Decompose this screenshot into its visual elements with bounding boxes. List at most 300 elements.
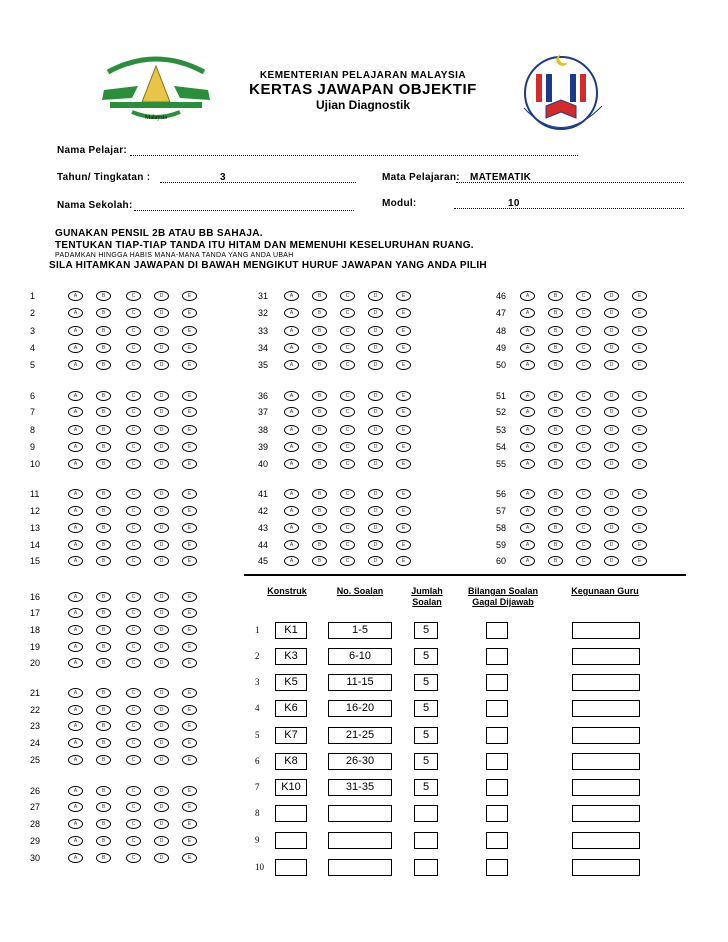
answer-bubble-b[interactable]: B (96, 658, 111, 668)
answer-bubble-b[interactable]: B (96, 523, 111, 533)
kegunaan-box[interactable] (572, 674, 640, 691)
answer-bubble-d[interactable]: D (154, 836, 169, 846)
answer-bubble-a[interactable]: A (68, 836, 83, 846)
answer-bubble-b[interactable]: B (548, 360, 563, 370)
answer-bubble-b[interactable]: B (548, 506, 563, 516)
answer-bubble-b[interactable]: B (96, 360, 111, 370)
answer-bubble-d[interactable]: D (154, 308, 169, 318)
answer-bubble-c[interactable]: C (576, 540, 591, 550)
answer-bubble-c[interactable]: C (126, 540, 141, 550)
answer-bubble-c[interactable]: C (576, 523, 591, 533)
answer-bubble-b[interactable]: B (312, 540, 327, 550)
answer-bubble-b[interactable]: B (96, 556, 111, 566)
answer-bubble-b[interactable]: B (312, 459, 327, 469)
answer-bubble-a[interactable]: A (520, 556, 535, 566)
answer-bubble-a[interactable]: A (68, 738, 83, 748)
answer-bubble-c[interactable]: C (576, 506, 591, 516)
answer-bubble-c[interactable]: C (126, 738, 141, 748)
answer-bubble-d[interactable]: D (154, 688, 169, 698)
answer-bubble-e[interactable]: E (182, 592, 197, 602)
answer-bubble-c[interactable]: C (576, 407, 591, 417)
answer-bubble-b[interactable]: B (548, 343, 563, 353)
answer-bubble-b[interactable]: B (548, 556, 563, 566)
answer-bubble-d[interactable]: D (368, 308, 383, 318)
answer-bubble-a[interactable]: A (68, 786, 83, 796)
answer-bubble-c[interactable]: C (340, 523, 355, 533)
answer-bubble-b[interactable]: B (312, 425, 327, 435)
answer-bubble-d[interactable]: D (368, 407, 383, 417)
answer-bubble-d[interactable]: D (368, 442, 383, 452)
answer-bubble-d[interactable]: D (604, 407, 619, 417)
answer-bubble-d[interactable]: D (154, 642, 169, 652)
answer-bubble-b[interactable]: B (96, 489, 111, 499)
answer-bubble-e[interactable]: E (396, 360, 411, 370)
answer-bubble-a[interactable]: A (68, 556, 83, 566)
answer-bubble-b[interactable]: B (96, 819, 111, 829)
bilangan-box[interactable] (486, 700, 508, 717)
kegunaan-box[interactable] (572, 648, 640, 665)
answer-bubble-e[interactable]: E (396, 343, 411, 353)
bilangan-box[interactable] (486, 832, 508, 849)
answer-bubble-d[interactable]: D (604, 556, 619, 566)
answer-bubble-c[interactable]: C (126, 360, 141, 370)
answer-bubble-b[interactable]: B (548, 326, 563, 336)
nama-sekolah-field[interactable] (134, 210, 354, 211)
answer-bubble-a[interactable]: A (284, 360, 299, 370)
answer-bubble-c[interactable]: C (126, 658, 141, 668)
kegunaan-box[interactable] (572, 622, 640, 639)
answer-bubble-c[interactable]: C (340, 489, 355, 499)
answer-bubble-d[interactable]: D (154, 658, 169, 668)
answer-bubble-d[interactable]: D (604, 360, 619, 370)
modul-field[interactable] (454, 208, 684, 209)
answer-bubble-b[interactable]: B (96, 738, 111, 748)
answer-bubble-c[interactable]: C (126, 489, 141, 499)
kegunaan-box[interactable] (572, 700, 640, 717)
answer-bubble-c[interactable]: C (126, 506, 141, 516)
answer-bubble-b[interactable]: B (96, 407, 111, 417)
answer-bubble-a[interactable]: A (520, 308, 535, 318)
answer-bubble-e[interactable]: E (632, 442, 647, 452)
answer-bubble-a[interactable]: A (520, 291, 535, 301)
answer-bubble-b[interactable]: B (312, 343, 327, 353)
answer-bubble-a[interactable]: A (68, 755, 83, 765)
answer-bubble-c[interactable]: C (126, 705, 141, 715)
answer-bubble-a[interactable]: A (68, 489, 83, 499)
answer-bubble-e[interactable]: E (396, 326, 411, 336)
answer-bubble-d[interactable]: D (604, 391, 619, 401)
answer-bubble-c[interactable]: C (126, 688, 141, 698)
bilangan-box[interactable] (486, 622, 508, 639)
answer-bubble-a[interactable]: A (284, 556, 299, 566)
answer-bubble-e[interactable]: E (182, 360, 197, 370)
answer-bubble-e[interactable]: E (632, 407, 647, 417)
answer-bubble-e[interactable]: E (182, 642, 197, 652)
answer-bubble-d[interactable]: D (154, 391, 169, 401)
answer-bubble-b[interactable]: B (548, 489, 563, 499)
answer-bubble-b[interactable]: B (96, 343, 111, 353)
bilangan-box[interactable] (486, 674, 508, 691)
answer-bubble-a[interactable]: A (284, 425, 299, 435)
answer-bubble-a[interactable]: A (284, 540, 299, 550)
answer-bubble-a[interactable]: A (520, 407, 535, 417)
answer-bubble-a[interactable]: A (68, 425, 83, 435)
answer-bubble-c[interactable]: C (340, 556, 355, 566)
answer-bubble-e[interactable]: E (182, 705, 197, 715)
answer-bubble-b[interactable]: B (548, 540, 563, 550)
answer-bubble-a[interactable]: A (68, 625, 83, 635)
answer-bubble-a[interactable]: A (284, 506, 299, 516)
answer-bubble-b[interactable]: B (96, 688, 111, 698)
answer-bubble-d[interactable]: D (154, 608, 169, 618)
bilangan-box[interactable] (486, 753, 508, 770)
answer-bubble-c[interactable]: C (126, 625, 141, 635)
answer-bubble-d[interactable]: D (604, 489, 619, 499)
answer-bubble-d[interactable]: D (368, 540, 383, 550)
answer-bubble-e[interactable]: E (632, 291, 647, 301)
answer-bubble-a[interactable]: A (520, 489, 535, 499)
answer-bubble-a[interactable]: A (520, 523, 535, 533)
answer-bubble-d[interactable]: D (154, 540, 169, 550)
answer-bubble-c[interactable]: C (340, 407, 355, 417)
answer-bubble-e[interactable]: E (396, 540, 411, 550)
answer-bubble-b[interactable]: B (312, 308, 327, 318)
bilangan-box[interactable] (486, 859, 508, 876)
answer-bubble-c[interactable]: C (126, 786, 141, 796)
answer-bubble-c[interactable]: C (340, 540, 355, 550)
answer-bubble-e[interactable]: E (632, 308, 647, 318)
answer-bubble-b[interactable]: B (548, 308, 563, 318)
answer-bubble-c[interactable]: C (126, 853, 141, 863)
answer-bubble-e[interactable]: E (632, 523, 647, 533)
answer-bubble-e[interactable]: E (396, 523, 411, 533)
bilangan-box[interactable] (486, 727, 508, 744)
answer-bubble-d[interactable]: D (368, 459, 383, 469)
answer-bubble-a[interactable]: A (284, 308, 299, 318)
answer-bubble-e[interactable]: E (632, 459, 647, 469)
answer-bubble-c[interactable]: C (126, 391, 141, 401)
answer-bubble-e[interactable]: E (182, 836, 197, 846)
answer-bubble-c[interactable]: C (340, 506, 355, 516)
answer-bubble-b[interactable]: B (96, 540, 111, 550)
kegunaan-box[interactable] (572, 805, 640, 822)
answer-bubble-b[interactable]: B (548, 523, 563, 533)
answer-bubble-d[interactable]: D (368, 391, 383, 401)
answer-bubble-d[interactable]: D (154, 755, 169, 765)
answer-bubble-d[interactable]: D (604, 523, 619, 533)
answer-bubble-a[interactable]: A (68, 407, 83, 417)
answer-bubble-c[interactable]: C (576, 326, 591, 336)
answer-bubble-c[interactable]: C (126, 556, 141, 566)
answer-bubble-a[interactable]: A (284, 391, 299, 401)
answer-bubble-c[interactable]: C (576, 291, 591, 301)
answer-bubble-b[interactable]: B (96, 459, 111, 469)
answer-bubble-c[interactable]: C (576, 360, 591, 370)
answer-bubble-b[interactable]: B (96, 506, 111, 516)
answer-bubble-e[interactable]: E (182, 853, 197, 863)
answer-bubble-a[interactable]: A (68, 721, 83, 731)
answer-bubble-e[interactable]: E (182, 540, 197, 550)
answer-bubble-a[interactable]: A (284, 343, 299, 353)
answer-bubble-a[interactable]: A (68, 658, 83, 668)
answer-bubble-d[interactable]: D (604, 343, 619, 353)
answer-bubble-d[interactable]: D (154, 506, 169, 516)
answer-bubble-d[interactable]: D (154, 556, 169, 566)
answer-bubble-c[interactable]: C (340, 459, 355, 469)
answer-bubble-a[interactable]: A (520, 391, 535, 401)
answer-bubble-c[interactable]: C (126, 425, 141, 435)
answer-bubble-c[interactable]: C (576, 459, 591, 469)
nama-pelajar-field[interactable] (130, 155, 578, 156)
answer-bubble-e[interactable]: E (182, 442, 197, 452)
answer-bubble-e[interactable]: E (632, 343, 647, 353)
answer-bubble-c[interactable]: C (340, 425, 355, 435)
answer-bubble-a[interactable]: A (520, 459, 535, 469)
answer-bubble-b[interactable]: B (548, 459, 563, 469)
kegunaan-box[interactable] (572, 753, 640, 770)
answer-bubble-e[interactable]: E (182, 459, 197, 469)
answer-bubble-b[interactable]: B (548, 425, 563, 435)
answer-bubble-b[interactable]: B (548, 391, 563, 401)
answer-bubble-e[interactable]: E (632, 540, 647, 550)
answer-bubble-a[interactable]: A (520, 540, 535, 550)
answer-bubble-e[interactable]: E (182, 819, 197, 829)
answer-bubble-d[interactable]: D (368, 506, 383, 516)
answer-bubble-e[interactable]: E (182, 755, 197, 765)
answer-bubble-d[interactable]: D (154, 592, 169, 602)
answer-bubble-c[interactable]: C (126, 442, 141, 452)
answer-bubble-d[interactable]: D (604, 308, 619, 318)
answer-bubble-a[interactable]: A (520, 343, 535, 353)
answer-bubble-a[interactable]: A (520, 506, 535, 516)
answer-bubble-d[interactable]: D (604, 506, 619, 516)
answer-bubble-d[interactable]: D (154, 786, 169, 796)
answer-bubble-d[interactable]: D (154, 407, 169, 417)
answer-bubble-a[interactable]: A (520, 442, 535, 452)
answer-bubble-b[interactable]: B (96, 786, 111, 796)
answer-bubble-c[interactable]: C (576, 343, 591, 353)
answer-bubble-c[interactable]: C (340, 308, 355, 318)
answer-bubble-b[interactable]: B (312, 506, 327, 516)
answer-bubble-d[interactable]: D (368, 489, 383, 499)
answer-bubble-e[interactable]: E (396, 308, 411, 318)
kegunaan-box[interactable] (572, 727, 640, 744)
answer-bubble-a[interactable]: A (68, 360, 83, 370)
answer-bubble-b[interactable]: B (548, 407, 563, 417)
bilangan-box[interactable] (486, 779, 508, 796)
answer-bubble-c[interactable]: C (576, 308, 591, 318)
answer-bubble-d[interactable]: D (368, 425, 383, 435)
answer-bubble-d[interactable]: D (154, 738, 169, 748)
answer-bubble-a[interactable]: A (68, 391, 83, 401)
answer-bubble-d[interactable]: D (368, 523, 383, 533)
answer-bubble-e[interactable]: E (182, 326, 197, 336)
answer-bubble-d[interactable]: D (604, 291, 619, 301)
answer-bubble-e[interactable]: E (182, 556, 197, 566)
answer-bubble-a[interactable]: A (68, 819, 83, 829)
answer-bubble-e[interactable]: E (632, 326, 647, 336)
answer-bubble-b[interactable]: B (96, 642, 111, 652)
answer-bubble-d[interactable]: D (368, 360, 383, 370)
answer-bubble-b[interactable]: B (312, 489, 327, 499)
answer-bubble-c[interactable]: C (126, 308, 141, 318)
answer-bubble-d[interactable]: D (604, 459, 619, 469)
answer-bubble-b[interactable]: B (96, 425, 111, 435)
answer-bubble-b[interactable]: B (96, 308, 111, 318)
answer-bubble-c[interactable]: C (340, 391, 355, 401)
answer-bubble-d[interactable]: D (154, 343, 169, 353)
bilangan-box[interactable] (486, 648, 508, 665)
answer-bubble-e[interactable]: E (182, 625, 197, 635)
answer-bubble-e[interactable]: E (396, 425, 411, 435)
answer-bubble-b[interactable]: B (96, 755, 111, 765)
answer-bubble-c[interactable]: C (126, 802, 141, 812)
answer-bubble-d[interactable]: D (604, 540, 619, 550)
answer-bubble-a[interactable]: A (284, 459, 299, 469)
answer-bubble-d[interactable]: D (154, 853, 169, 863)
answer-bubble-d[interactable]: D (154, 442, 169, 452)
answer-bubble-c[interactable]: C (126, 755, 141, 765)
answer-bubble-e[interactable]: E (182, 425, 197, 435)
bilangan-box[interactable] (486, 805, 508, 822)
answer-bubble-e[interactable]: E (632, 391, 647, 401)
answer-bubble-d[interactable]: D (154, 819, 169, 829)
answer-bubble-c[interactable]: C (126, 459, 141, 469)
answer-bubble-d[interactable]: D (604, 425, 619, 435)
answer-bubble-d[interactable]: D (154, 360, 169, 370)
answer-bubble-c[interactable]: C (340, 291, 355, 301)
answer-bubble-e[interactable]: E (396, 489, 411, 499)
answer-bubble-a[interactable]: A (520, 326, 535, 336)
answer-bubble-e[interactable]: E (632, 360, 647, 370)
answer-bubble-b[interactable]: B (312, 407, 327, 417)
answer-bubble-e[interactable]: E (182, 489, 197, 499)
answer-bubble-b[interactable]: B (96, 291, 111, 301)
answer-bubble-b[interactable]: B (96, 442, 111, 452)
answer-bubble-c[interactable]: C (126, 819, 141, 829)
answer-bubble-a[interactable]: A (284, 291, 299, 301)
answer-bubble-e[interactable]: E (182, 407, 197, 417)
answer-bubble-c[interactable]: C (340, 360, 355, 370)
answer-bubble-c[interactable]: C (126, 343, 141, 353)
answer-bubble-b[interactable]: B (96, 721, 111, 731)
answer-bubble-d[interactable]: D (368, 556, 383, 566)
answer-bubble-b[interactable]: B (96, 608, 111, 618)
answer-bubble-d[interactable]: D (154, 802, 169, 812)
answer-bubble-c[interactable]: C (576, 391, 591, 401)
answer-bubble-c[interactable]: C (576, 442, 591, 452)
answer-bubble-a[interactable]: A (68, 642, 83, 652)
answer-bubble-a[interactable]: A (68, 343, 83, 353)
answer-bubble-e[interactable]: E (182, 786, 197, 796)
answer-bubble-c[interactable]: C (126, 721, 141, 731)
answer-bubble-e[interactable]: E (182, 343, 197, 353)
answer-bubble-e[interactable]: E (182, 802, 197, 812)
answer-bubble-e[interactable]: E (182, 738, 197, 748)
answer-bubble-b[interactable]: B (96, 592, 111, 602)
answer-bubble-e[interactable]: E (182, 523, 197, 533)
answer-bubble-e[interactable]: E (182, 506, 197, 516)
answer-bubble-c[interactable]: C (340, 442, 355, 452)
answer-bubble-c[interactable]: C (126, 407, 141, 417)
answer-bubble-a[interactable]: A (68, 308, 83, 318)
answer-bubble-b[interactable]: B (96, 326, 111, 336)
answer-bubble-c[interactable]: C (126, 836, 141, 846)
answer-bubble-b[interactable]: B (96, 705, 111, 715)
answer-bubble-b[interactable]: B (312, 360, 327, 370)
answer-bubble-a[interactable]: A (68, 802, 83, 812)
answer-bubble-b[interactable]: B (96, 625, 111, 635)
answer-bubble-d[interactable]: D (154, 705, 169, 715)
answer-bubble-d[interactable]: D (154, 291, 169, 301)
answer-bubble-c[interactable]: C (126, 642, 141, 652)
answer-bubble-a[interactable]: A (68, 688, 83, 698)
answer-bubble-e[interactable]: E (632, 425, 647, 435)
answer-bubble-a[interactable]: A (68, 853, 83, 863)
answer-bubble-a[interactable]: A (520, 425, 535, 435)
answer-bubble-e[interactable]: E (182, 721, 197, 731)
kegunaan-box[interactable] (572, 779, 640, 796)
answer-bubble-c[interactable]: C (576, 489, 591, 499)
answer-bubble-b[interactable]: B (96, 391, 111, 401)
answer-bubble-e[interactable]: E (182, 658, 197, 668)
answer-bubble-d[interactable]: D (154, 425, 169, 435)
answer-bubble-c[interactable]: C (126, 326, 141, 336)
answer-bubble-c[interactable]: C (126, 608, 141, 618)
answer-bubble-a[interactable]: A (68, 592, 83, 602)
answer-bubble-e[interactable]: E (632, 506, 647, 516)
kegunaan-box[interactable] (572, 859, 640, 876)
answer-bubble-e[interactable]: E (632, 489, 647, 499)
answer-bubble-c[interactable]: C (576, 425, 591, 435)
answer-bubble-d[interactable]: D (368, 291, 383, 301)
answer-bubble-a[interactable]: A (284, 326, 299, 336)
answer-bubble-d[interactable]: D (154, 721, 169, 731)
answer-bubble-a[interactable]: A (284, 407, 299, 417)
answer-bubble-d[interactable]: D (154, 523, 169, 533)
answer-bubble-d[interactable]: D (604, 442, 619, 452)
answer-bubble-b[interactable]: B (312, 326, 327, 336)
answer-bubble-e[interactable]: E (396, 391, 411, 401)
answer-bubble-e[interactable]: E (396, 506, 411, 516)
answer-bubble-c[interactable]: C (340, 326, 355, 336)
answer-bubble-a[interactable]: A (68, 291, 83, 301)
tahun-field[interactable] (160, 182, 356, 183)
answer-bubble-a[interactable]: A (284, 442, 299, 452)
answer-bubble-e[interactable]: E (396, 291, 411, 301)
answer-bubble-a[interactable]: A (68, 705, 83, 715)
answer-bubble-b[interactable]: B (312, 442, 327, 452)
answer-bubble-b[interactable]: B (312, 291, 327, 301)
answer-bubble-c[interactable]: C (126, 291, 141, 301)
answer-bubble-a[interactable]: A (520, 360, 535, 370)
answer-bubble-d[interactable]: D (154, 625, 169, 635)
answer-bubble-e[interactable]: E (182, 688, 197, 698)
answer-bubble-a[interactable]: A (68, 608, 83, 618)
answer-bubble-c[interactable]: C (340, 343, 355, 353)
answer-bubble-b[interactable]: B (96, 802, 111, 812)
answer-bubble-d[interactable]: D (368, 326, 383, 336)
answer-bubble-a[interactable]: A (68, 459, 83, 469)
answer-bubble-c[interactable]: C (576, 556, 591, 566)
answer-bubble-e[interactable]: E (182, 308, 197, 318)
answer-bubble-b[interactable]: B (312, 391, 327, 401)
answer-bubble-b[interactable]: B (548, 291, 563, 301)
answer-bubble-e[interactable]: E (396, 442, 411, 452)
answer-bubble-a[interactable]: A (284, 523, 299, 533)
answer-bubble-d[interactable]: D (604, 326, 619, 336)
kegunaan-box[interactable] (572, 832, 640, 849)
